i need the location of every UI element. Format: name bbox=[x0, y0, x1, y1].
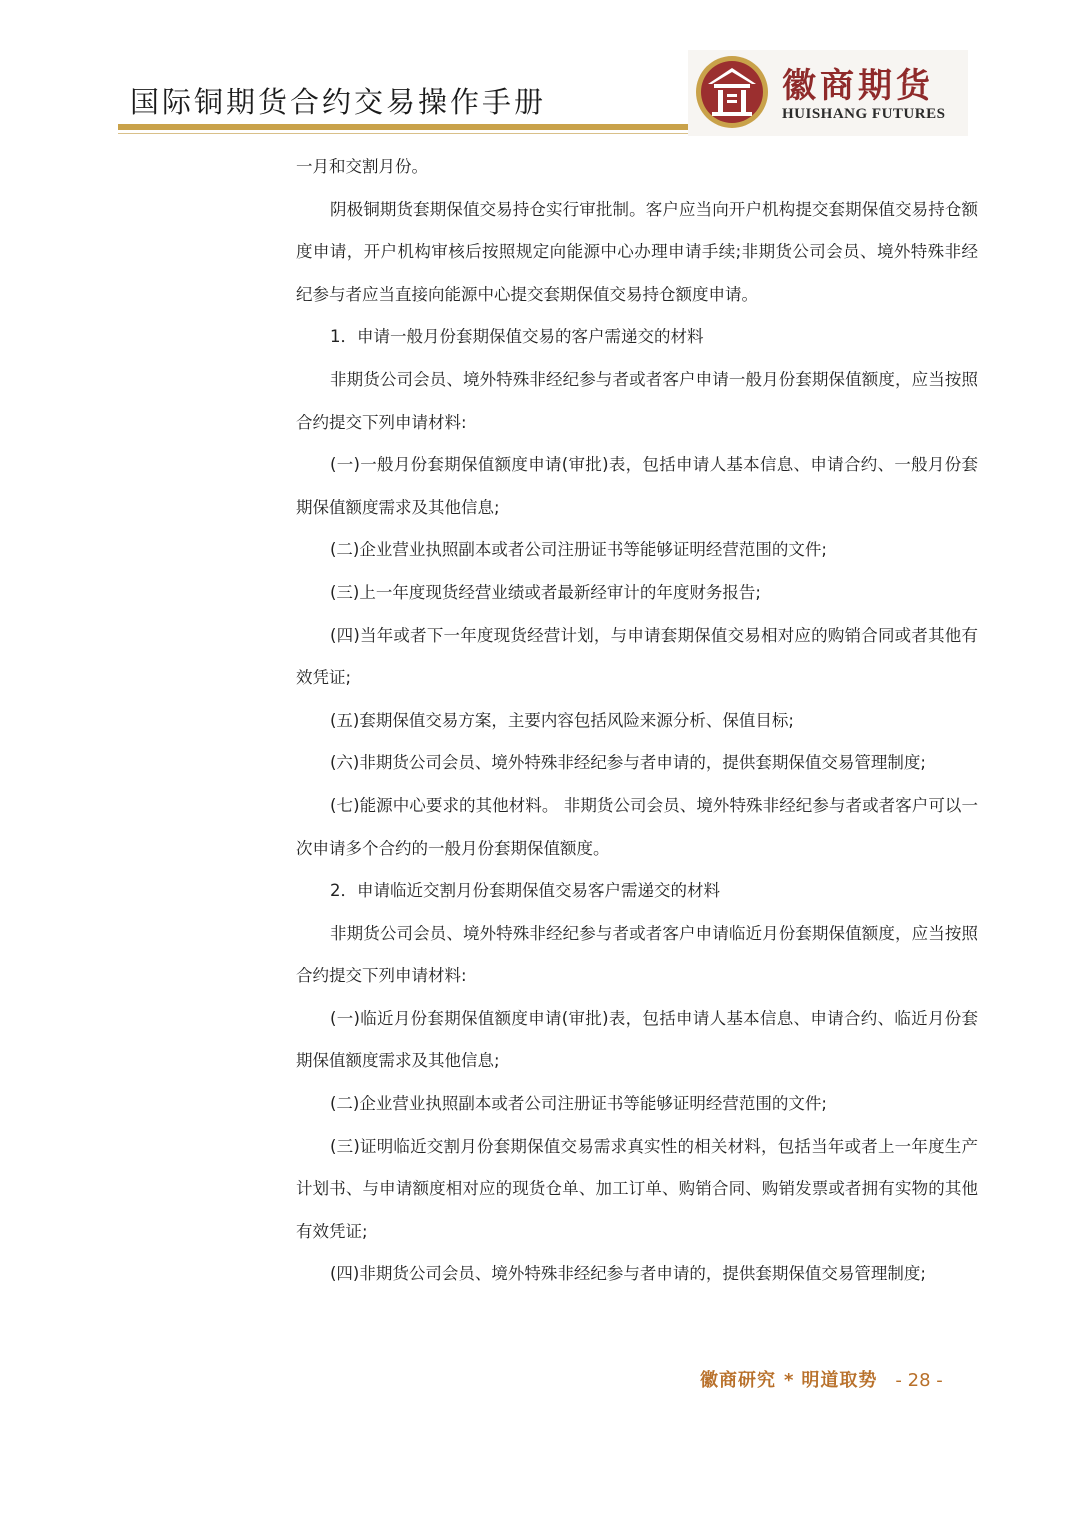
list-item: (三)证明临近交割月份套期保值交易需求真实性的相关材料，包括当年或者上一年度生产计划书、与申请额度相对应的现货仓单、加工订单、购销合同、购销发票或者拥有实物的其他有效凭证; bbox=[296, 1136, 978, 1241]
temple-gate-icon bbox=[694, 54, 770, 130]
footer-slogan-right: 明道取势 bbox=[801, 1370, 878, 1391]
paragraph: 一月和交割月份。 bbox=[296, 157, 428, 176]
list-item: (四)非期货公司会员、境外特殊非经纪参与者申请的，提供套期保值交易管理制度; bbox=[330, 1264, 926, 1284]
list-item: (五)套期保值交易方案，主要内容包括风险来源分析、保值目标; bbox=[330, 710, 794, 730]
section-heading: 1．申请一般月份套期保值交易的客户需递交的材料 bbox=[330, 327, 704, 347]
list-item: (一)临近月份套期保值额度申请(审批)表，包括申请人基本信息、申请合约、临近月份套期保值额度需求及其他信息; bbox=[296, 1008, 978, 1071]
page-header bbox=[0, 0, 1080, 140]
logo-chinese-name: 徽商期货 bbox=[782, 66, 934, 106]
footer-separator: * bbox=[784, 1370, 794, 1391]
footer-slogan-left: 徽商研究 bbox=[700, 1370, 776, 1391]
paragraph: 非期货公司会员、境外特殊非经纪参与者或者客户申请临近月份套期保值额度，应当按照合约提交下列申请材料: bbox=[296, 923, 978, 986]
paragraph: 非期货公司会员、境外特殊非经纪参与者或者客户申请一般月份套期保值额度，应当按照合约提交下列申请材料: bbox=[296, 369, 978, 432]
section-heading: 2．申请临近交割月份套期保值交易客户需递交的材料 bbox=[330, 881, 720, 901]
logo-english-name: HUISHANG FUTURES bbox=[782, 106, 946, 122]
list-item: (二)企业营业执照副本或者公司注册证书等能够证明经营范围的文件; bbox=[330, 1094, 827, 1114]
list-item: (六)非期货公司会员、境外特殊非经纪参与者申请的，提供套期保值交易管理制度; bbox=[330, 753, 926, 773]
header-rule-thick bbox=[118, 124, 693, 130]
list-item: (三)上一年度现货经营业绩或者最新经审计的年度财务报告; bbox=[330, 582, 761, 602]
list-item: (七)能源中心要求的其他材料。 非期货公司会员、境外特殊非经纪参与者或者客户可以一次申请多个合约的一般月份套期保值额度。 bbox=[296, 795, 978, 858]
list-item: (二)企业营业执照副本或者公司注册证书等能够证明经营范围的文件; bbox=[330, 540, 827, 560]
page-footer bbox=[700, 1366, 970, 1396]
list-item: (一)一般月份套期保值额度申请(审批)表，包括申请人基本信息、申请合约、一般月份套期保值额度需求及其他信息; bbox=[296, 455, 978, 517]
document-body bbox=[296, 146, 978, 1296]
paragraph: 阴极铜期货套期保值交易持仓实行审批制。客户应当向开户机构提交套期保值交易持仓额度申请，开户机构审核后按照规定向能源中心办理申请手续;非期货公司会员、境外特殊非经纪参与者应当直接向能源中心提交套期保值交易持仓额度申请。 bbox=[296, 199, 978, 304]
page-number: - 28 - bbox=[895, 1370, 943, 1391]
list-item: (四)当年或者下一年度现货经营计划，与申请套期保值交易相对应的购销合同或者其他有效凭证; bbox=[296, 625, 978, 688]
document-title: 国际铜期货合约交易操作手册 bbox=[130, 85, 547, 119]
